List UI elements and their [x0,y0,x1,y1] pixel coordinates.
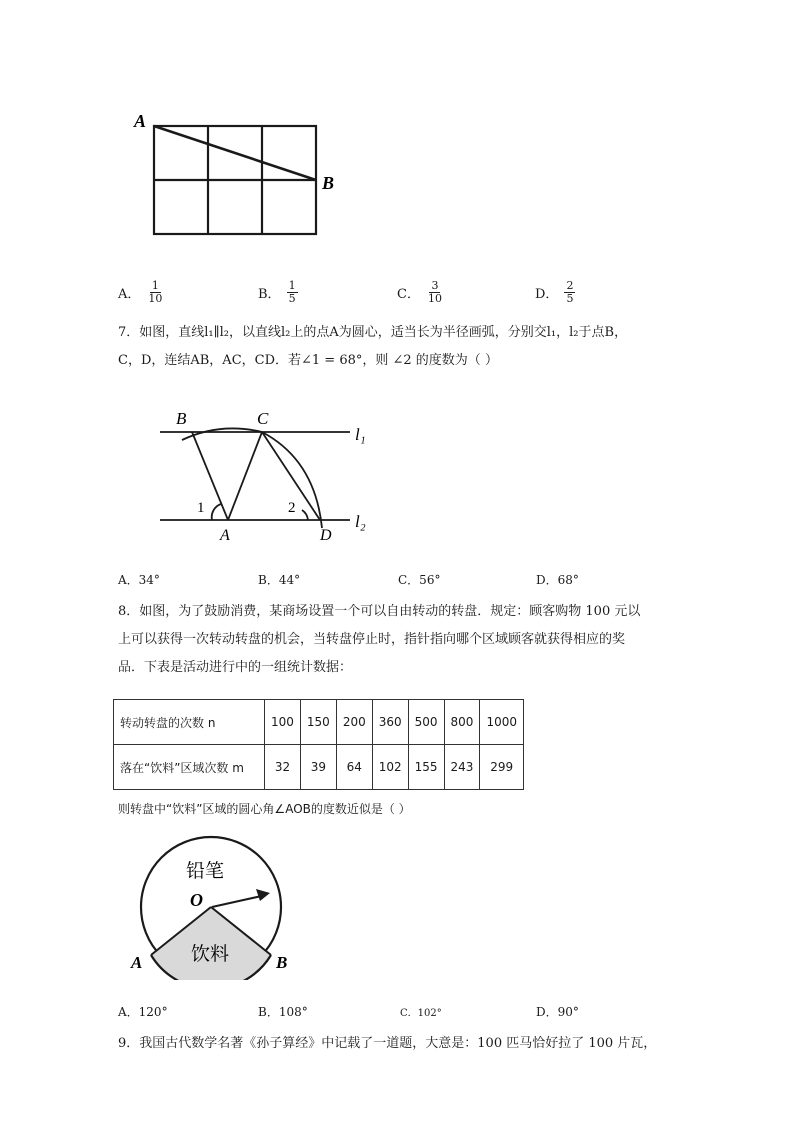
q7-label-c: C [257,409,269,428]
q9-line-1: 9．我国古代数学名著《孙子算经》中记载了一道题，大意是：100 匹马恰好拉了 100 片瓦， [118,1036,657,1051]
q6-option-b[interactable]: B． $\frac{1}{5}$ [258,278,296,305]
q7-stem [118,319,688,375]
q7-line-1: 7．如图，直线l₁∥l₂，以直线l₂上的点A为圆心，适当长为半径画弧，分别交l₁，l₂于点B， [118,325,628,340]
table-row [114,700,524,745]
q8-pencil-label: 铅笔 [186,860,225,882]
fraction: $\frac{3}{10}$ [427,278,442,305]
table-cell: 243 [444,745,480,790]
table-cell: 200 [336,700,372,745]
table-cell: 102 [372,745,408,790]
q6-option-c[interactable]: C． $\frac{3}{10}$ [397,278,442,305]
fraction: $\frac{1}{5}$ [288,278,296,305]
q6-label-a: A [134,111,147,131]
q7-label-b: B [176,409,187,428]
q8-option-d[interactable]: D．90° [536,1005,579,1019]
q7-label-l2: l₂ [355,512,366,531]
q6-option-a[interactable]: A． $\frac{1}{10}$ [118,278,163,305]
q9-stem [118,1030,688,1058]
table-cell: 360 [372,700,408,745]
q8-label-a: A [131,953,143,972]
q7-label-l1: l₁ [355,425,366,444]
table-cell: 800 [444,700,480,745]
table-cell: 64 [336,745,372,790]
table-row-header: 转动转盘的次数 n [114,700,265,745]
table-cell: 100 [265,700,301,745]
q6-label-b: B [322,173,335,193]
q8-line-3: 品．下表是活动进行中的一组统计数据： [118,660,353,675]
q6-grid-figure [128,105,358,240]
q7-angle-2-label: 2 [288,500,296,516]
q8-label-b: B [276,953,288,972]
table-cell: 155 [408,745,444,790]
q7-label-d: D [320,527,332,544]
q7-label-a: A [220,527,230,544]
q8-statistics-table [113,699,524,790]
q6-options [118,272,678,312]
q7-option-a[interactable]: A．34° [118,573,160,587]
q7-angle-1-label: 1 [197,500,205,516]
q8-question: 则转盘中“饮料”区域的圆心角∠AOB的度数近似是（ ） [118,802,411,816]
q8-option-a[interactable]: A．120° [118,1005,168,1019]
q8-label-o: O [190,890,203,910]
q7-option-d[interactable]: D．68° [536,573,579,587]
q7-line-2: C，D，连结AB，AC，CD．若∠1 = 68°，则 ∠2 的度数为（ ） [118,353,498,368]
q8-option-b[interactable]: B．108° [258,1005,308,1019]
q7-parallel-lines-figure [150,400,390,550]
q8-drink-label: 饮料 [191,943,230,965]
q8-spinner-figure [128,835,298,980]
q8-stem [118,598,688,682]
table-cell: 39 [300,745,336,790]
table-cell: 150 [300,700,336,745]
q6-option-d[interactable]: D． $\frac{2}{5}$ [535,278,574,305]
q8-line-1: 8．如图，为了鼓励消费，某商场设置一个可以自由转动的转盘．规定：顾客购物 100 元以 [118,604,641,619]
table-cell: 299 [480,745,524,790]
table-cell: 500 [408,700,444,745]
q7-option-c[interactable]: C．56° [398,573,441,587]
fraction: $\frac{2}{5}$ [566,278,574,305]
fraction: $\frac{1}{10}$ [148,278,163,305]
table-cell: 1000 [480,700,524,745]
table-row [114,745,524,790]
q8-line-2: 上可以获得一次转动转盘的机会，当转盘停止时，指针指向哪个区域顾客就获得相应的奖 [118,632,626,647]
q8-option-c[interactable]: C．102° [400,1008,442,1019]
table-cell: 32 [265,745,301,790]
table-row-header: 落在“饮料”区域次数 m [114,745,265,790]
q7-option-b[interactable]: B．44° [258,573,301,587]
